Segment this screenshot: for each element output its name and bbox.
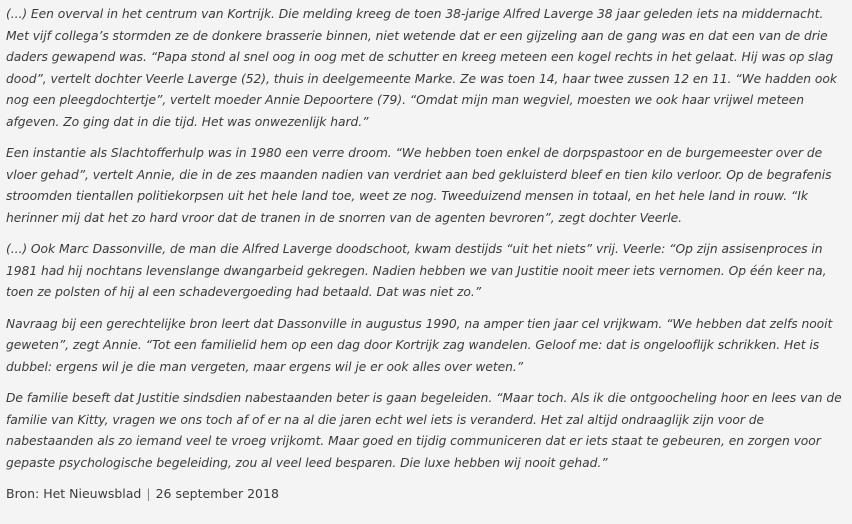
source-date: 26 september 2018: [155, 486, 279, 501]
paragraph-5: De familie beseft dat Justitie sindsdien nabestaanden beter is gaan begeleiden. “Maar toch. Als ik die ontgoocheling hoor en lees van de familie van Kitty, vragen we ons toch af of er na al die jaren echt wel iets is veranderd. Het zal altijd ondraaglijk zijn voor de nabestaanden als zo iemand veel te vroeg vrijkomt. Maar goed en tijdig communiceren dat er iets staat te gebeuren, en zorgen voor gepaste psychologische begeleiding, zou al veel leed besparen. Die luxe hebben wij nooit gehad.”: [6, 391, 842, 470]
source-separator: |: [146, 486, 151, 501]
source-line: [6, 484, 846, 504]
paragraph-3: (...) Ook Marc Dassonville, de man die Alfred Laverge doodschoot, kwam destijds “uit het niets” vrij. Veerle: “Op zijn assisenproces in 1981 had hij nochtans levenslange dwangarbeid gekregen. Nadien hebben we van Justitie nooit meer iets vernomen. Op één keer na, toen ze polsten of hij al een schadevergoeding had betaald. Dat was niet zo.”: [6, 242, 827, 299]
paragraph-2: Een instantie als Slachtofferhulp was in 1980 een verre droom. “We hebben toen enkel de dorpspastoor en de burgemeester over de vloer gehad”, vertelt Annie, die in de zes maanden nadien van verdriet aan bed gekluisterd bleef en tien kilo verloor. Op de begrafenis stroomden tientallen politiekorpsen uit het hele land toe, weet ze nog. Tweeduizend mensen in totaal, en het hele land in rouw. “Ik herinner mij dat het zo hard vroor dat de tranen in de snorren van de agenten bevroren”, zegt dochter Veerle.: [6, 146, 832, 225]
source-label: Bron: Het Nieuwsblad: [6, 486, 142, 501]
paragraph-1: (...) Een overval in het centrum van Kortrijk. Die melding kreeg de toen 38-jarige Alfred Laverge 38 jaar geleden iets na middernacht. Met vijf collega’s stormden ze de donkere brasserie binnen, niet wetende dat er een gijzeling aan de gang was en dat een van de drie daders gewapend was. “Papa stond al snel oog in oog met de schutter en kreeg meteen een kogel rechts in het gelaat. Hij was op slag dood”, vertelt dochter Veerle Laverge (52), thuis in deelgemeente Marke. Ze was toen 14, haar twee zussen 12 en 11. “We hadden ook nog een pleegdochtertje”, vertelt moeder Annie Depoortere (79). “Omdat mijn man wegviel, moesten we ook haar vrijwel meteen afgeven. Zo ging dat in die tijd. Het was onwezenlijk hard.”: [6, 7, 837, 129]
paragraph-4: Navraag bij een gerechtelijke bron leert dat Dassonville in augustus 1990, na amper tien jaar cel vrijkwam. “We hebben dat zelfs nooit geweten”, zegt Annie. “Tot een familielid hem op een dag door Kortrijk zag wandelen. Geloof me: dat is ongelooflijk schrikken. Het is dubbel: ergens wil je die man vergeten, maar ergens wil je er ook alles over weten.”: [6, 316, 833, 374]
